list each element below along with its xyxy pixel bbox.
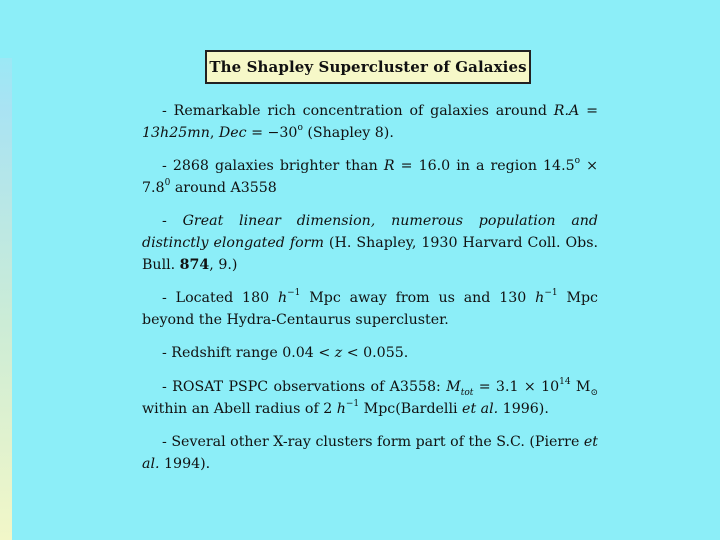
paragraph-text-segment: (Shapley 8). — [302, 125, 394, 141]
paragraph-text-segment: 1996). — [498, 401, 549, 417]
paragraph-text-segment: o — [574, 156, 581, 167]
paragraph-text-segment: Great linear dimension, numerous population and distinctly elongated form — [142, 213, 598, 251]
paragraph-text-segment: o — [297, 123, 303, 134]
paragraph-text-segment: = −30 — [246, 125, 298, 141]
paragraph-text-segment: (H. Shapley, 1930 Harvard Coll. Obs. Bull. — [142, 235, 598, 273]
bullet-paragraph — [142, 342, 598, 364]
bullet-paragraph — [142, 376, 598, 420]
paragraph-text-segment: R — [383, 158, 395, 174]
paragraph-text-segment: < 0.055. — [342, 345, 409, 361]
slide-content — [142, 100, 598, 486]
paragraph-text-segment: = — [579, 103, 598, 119]
paragraph-text-segment: M — [570, 379, 591, 395]
slide-title: The Shapley Supercluster of Galaxies — [205, 50, 531, 84]
paragraph-text-segment: - Remarkable rich concentration of galaxies around — [162, 103, 554, 119]
bullet-paragraph — [142, 210, 598, 276]
paragraph-text-segment: - Located 180 — [162, 290, 278, 306]
paragraph-text-segment: around A3558 — [170, 180, 277, 196]
paragraph-text-segment: - 2868 galaxies brighter than — [162, 158, 384, 174]
paragraph-text-segment: −1 — [544, 288, 558, 299]
paragraph-text-segment: M — [446, 379, 461, 395]
paragraph-text-segment: - Redshift range 0.04 < — [162, 345, 335, 361]
bullet-paragraph — [142, 100, 598, 144]
paragraph-text-segment: −1 — [345, 399, 360, 410]
paragraph-text-segment: et al. — [462, 401, 499, 417]
paragraph-text-segment: within an Abell radius of 2 — [142, 401, 337, 417]
paragraph-text-segment: , — [209, 125, 219, 141]
paragraph-text-segment: h — [535, 290, 545, 306]
paragraph-text-segment: Dec — [218, 125, 247, 141]
paragraph-text-segment: ⊙ — [590, 387, 598, 398]
paragraph-text-segment: 13h25mn — [142, 125, 210, 141]
paragraph-text-segment: - ROSAT PSPC observations of A3558: — [162, 379, 447, 395]
paragraph-text-segment: et al. — [142, 434, 598, 472]
paragraph-text-segment: 0 — [164, 178, 171, 189]
bullet-paragraph — [142, 431, 598, 475]
bullet-paragraph — [142, 155, 598, 199]
paragraph-text-segment: R.A — [553, 103, 580, 119]
paragraph-text-segment: × 7.8 — [142, 158, 598, 196]
paragraph-text-segment: Mpc away from us and 130 — [300, 290, 536, 306]
paragraph-text-segment: z — [334, 345, 343, 361]
paragraph-text-segment: h — [336, 401, 346, 417]
paragraph-text-segment: 14 — [559, 377, 571, 388]
paragraph-text-segment: Mpc beyond the Hydra-Centaurus supercluster. — [142, 290, 598, 328]
paragraph-text-segment: , 9.) — [209, 257, 238, 273]
paragraph-text-segment: −1 — [287, 288, 301, 299]
paragraph-text-segment: h — [277, 290, 288, 306]
paragraph-text-segment: 874 — [179, 257, 210, 273]
bullet-paragraph — [142, 287, 598, 331]
paragraph-text-segment: 1994). — [159, 456, 211, 472]
paragraph-text-segment: - — [162, 213, 183, 229]
paragraph-text-segment: = 16.0 in a region 14.5 — [394, 158, 575, 174]
paragraph-text-segment: tot — [460, 387, 474, 398]
paragraph-text-segment: - Several other X-ray clusters form part of the S.C. (Pierre — [162, 434, 584, 450]
paragraph-text-segment: Mpc(Bardelli — [359, 401, 463, 417]
paragraph-text-segment: = 3.1 × 10 — [473, 379, 560, 395]
